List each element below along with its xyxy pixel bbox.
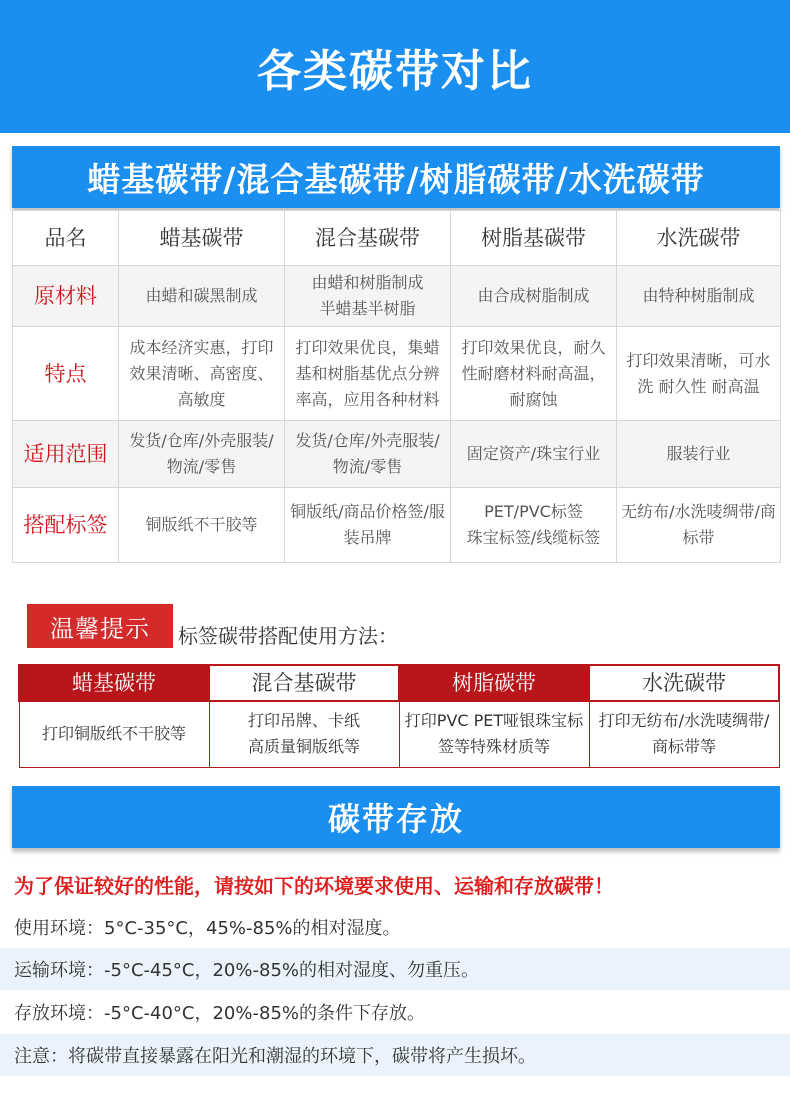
page-title-banner: [0, 0, 790, 133]
usage-header-cell: 蜡基碳带: [19, 665, 209, 701]
row-label: 适用范围: [13, 421, 119, 488]
compare-header-cell: 蜡基碳带: [119, 211, 285, 266]
row-label: 特点: [13, 327, 119, 421]
table-cell: 铜版纸不干胶等: [119, 488, 285, 563]
usage-environment: 使用环境：5°C-35°C，45%-85%的相对湿度。: [14, 918, 401, 939]
usage-cell: 打印无纺布/水洗唛绸带/商标带等: [589, 701, 779, 767]
compare-table: [12, 210, 781, 563]
table-cell: 打印效果优良，集蜡基和树脂基优点分辨率高，应用各种材料: [285, 327, 451, 421]
table-row: [13, 327, 781, 421]
table-cell: 成本经济实惠，打印效果清晰、高密度、高敏度: [119, 327, 285, 421]
storage-environment: 存放环境：-5°C-40°C，20%-85%的条件下存放。: [14, 1003, 425, 1024]
compare-title: 蜡基碳带/混合基碳带/树脂碳带/水洗碳带: [12, 146, 780, 208]
table-cell: 发货/仓库/外壳服装/物流/零售: [285, 421, 451, 488]
usage-cell: 打印铜版纸不干胶等: [19, 701, 209, 767]
row-label: 搭配标签: [13, 488, 119, 563]
usage-cell: 打印PVC PET哑银珠宝标签等特殊材质等: [399, 701, 589, 767]
usage-row: [19, 701, 779, 767]
page-title: 各类碳带对比: [257, 45, 533, 97]
tip-badge: 温馨提示: [27, 604, 173, 648]
storage-note: 注意：将碳带直接暴露在阳光和潮湿的环境下，碳带将产生损坏。: [0, 1034, 790, 1076]
table-cell: 由特种树脂制成: [617, 266, 781, 327]
compare-header-cell: 混合基碳带: [285, 211, 451, 266]
usage-table: [18, 664, 780, 768]
table-cell: 打印效果清晰，可水洗 耐久性 耐高温: [617, 327, 781, 421]
table-row: [13, 421, 781, 488]
usage-header-cell: 树脂碳带: [399, 665, 589, 701]
table-cell: 铜版纸/商品价格签/服装吊牌: [285, 488, 451, 563]
tip-text: 标签碳带搭配使用方法：: [178, 624, 398, 648]
table-cell: 由蜡和碳黑制成: [119, 266, 285, 327]
table-cell: PET/PVC标签 珠宝标签/线缆标签: [451, 488, 617, 563]
compare-header-cell: 树脂基碳带: [451, 211, 617, 266]
compare-header-label: 品名: [13, 211, 119, 266]
usage-header-cell: 水洗碳带: [589, 665, 779, 701]
compare-header-row: [13, 211, 781, 266]
usage-header-row: [19, 665, 779, 701]
storage-intro: 为了保证较好的性能，请按如下的环境要求使用、运输和存放碳带！: [14, 874, 614, 898]
table-row: [13, 488, 781, 563]
storage-title: 碳带存放: [12, 786, 780, 848]
transport-environment: 运输环境：-5°C-45°C，20%-85%的相对湿度、勿重压。: [0, 948, 790, 990]
row-label: 原材料: [13, 266, 119, 327]
table-cell: 服装行业: [617, 421, 781, 488]
table-cell: 由合成树脂制成: [451, 266, 617, 327]
table-cell: 无纺布/水洗唛绸带/商标带: [617, 488, 781, 563]
table-row: [13, 266, 781, 327]
table-cell: 固定资产/珠宝行业: [451, 421, 617, 488]
table-cell: 打印效果优良，耐久性耐磨材料耐高温，耐腐蚀: [451, 327, 617, 421]
compare-header-cell: 水洗碳带: [617, 211, 781, 266]
usage-header-cell: 混合基碳带: [209, 665, 399, 701]
table-cell: 发货/仓库/外壳服装/物流/零售: [119, 421, 285, 488]
usage-cell: 打印吊牌、卡纸 高质量铜版纸等: [209, 701, 399, 767]
table-cell: 由蜡和树脂制成 半蜡基半树脂: [285, 266, 451, 327]
